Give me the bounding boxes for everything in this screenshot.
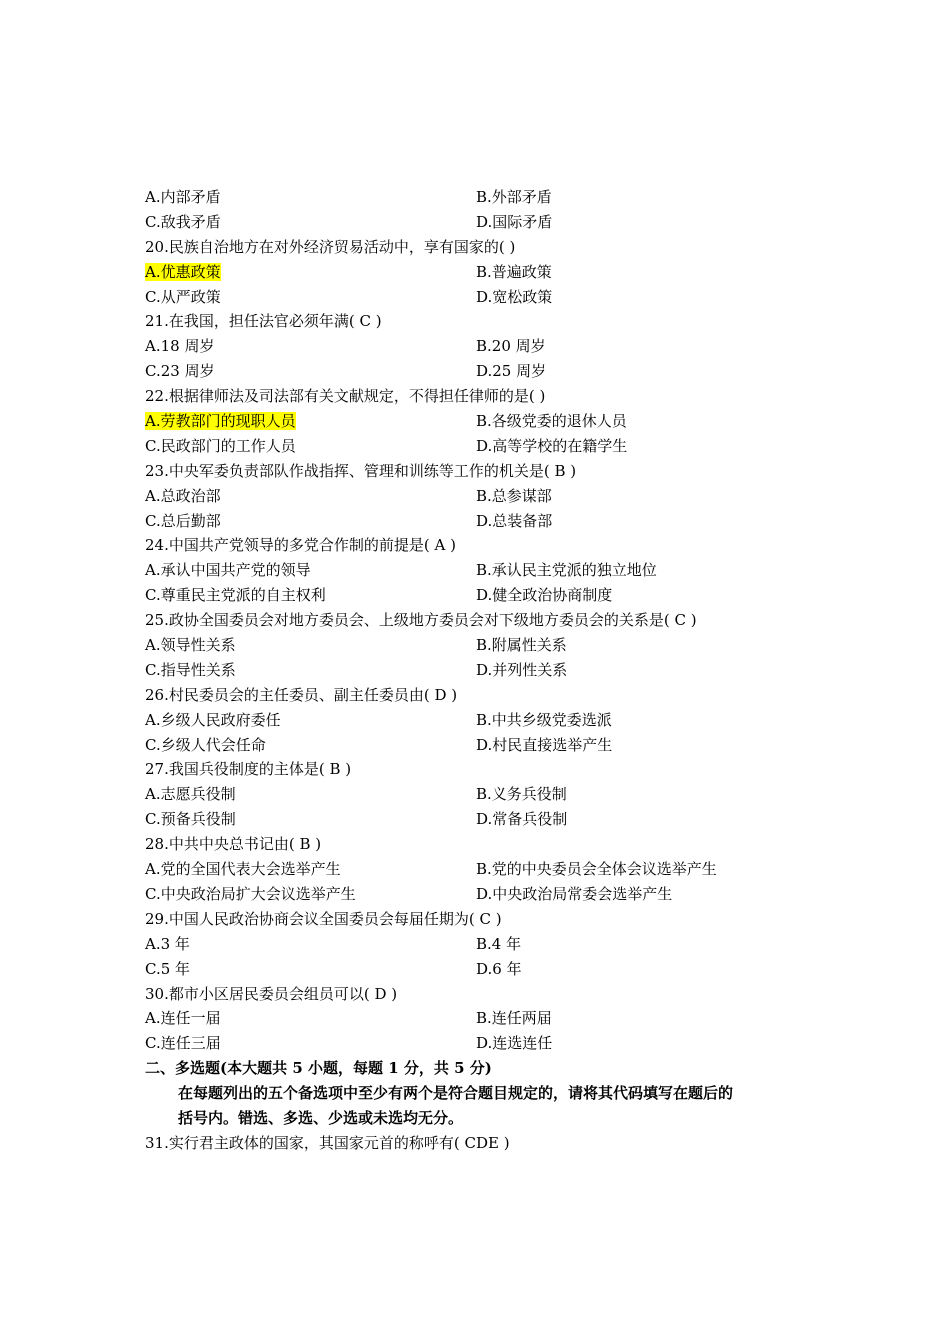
option-right — [476, 882, 845, 907]
question-stem: 30.都市小区居民委员会组员可以( D ) — [145, 984, 398, 1003]
option-text: A.志愿兵役制 — [145, 785, 236, 804]
option-row — [145, 260, 845, 285]
option-left — [145, 1031, 476, 1056]
option-text: C.5 年 — [145, 959, 191, 978]
option-left — [145, 260, 476, 285]
section-instruction: 括号内。错选、多选、少选或未选均无分。 — [178, 1108, 464, 1127]
option-text: A.领导性关系 — [145, 636, 236, 655]
option-left — [145, 484, 476, 509]
option-text: B.承认民主党派的独立地位 — [476, 561, 657, 580]
option-right — [476, 857, 845, 882]
option-right — [476, 260, 845, 285]
option-text: C.乡级人代会任命 — [145, 735, 266, 754]
option-row — [145, 285, 845, 310]
option-right — [476, 583, 845, 608]
option-row — [145, 210, 845, 235]
option-row — [145, 932, 845, 957]
question-stem: 27.我国兵役制度的主体是( B ) — [145, 760, 352, 779]
option-left — [145, 633, 476, 658]
option-row — [145, 658, 845, 683]
option-left — [145, 558, 476, 583]
option-left — [145, 708, 476, 733]
question-stem: 29.中国人民政治协商会议全国委员会每届任期为( C ) — [145, 909, 502, 928]
option-text: B.4 年 — [476, 934, 522, 953]
option-text: D.村民直接选举产生 — [476, 735, 613, 754]
option-text: A.优惠政策 — [145, 262, 221, 281]
option-text: D.连选连任 — [476, 1034, 553, 1053]
option-text: D.6 年 — [476, 959, 522, 978]
question-stem: 21.在我国，担任法官必须年满( C ) — [145, 312, 382, 331]
option-text: C.尊重民主党派的自主权利 — [145, 586, 326, 605]
option-row — [145, 807, 845, 832]
option-text: B.连任两届 — [476, 1009, 552, 1028]
option-text: D.宽松政策 — [476, 287, 553, 306]
option-text: A.劳教部门的现职人员 — [145, 412, 296, 431]
option-left — [145, 733, 476, 758]
option-right — [476, 733, 845, 758]
option-row — [145, 857, 845, 882]
option-text: B.义务兵役制 — [476, 785, 567, 804]
option-text: B.总参谋部 — [476, 486, 552, 505]
option-row — [145, 334, 845, 359]
question-stem: 31.实行君主政体的国家，其国家元首的称呼有( CDE ) — [145, 1133, 510, 1152]
option-row — [145, 484, 845, 509]
option-right — [476, 484, 845, 509]
option-text: C.敌我矛盾 — [145, 212, 221, 231]
option-text: B.中共乡级党委选派 — [476, 710, 612, 729]
option-text: A.乡级人民政府委任 — [145, 710, 281, 729]
option-text: D.中央政治局常委会选举产生 — [476, 884, 673, 903]
option-left — [145, 359, 476, 384]
option-left — [145, 782, 476, 807]
option-left — [145, 658, 476, 683]
option-right — [476, 434, 845, 459]
option-text: B.各级党委的退休人员 — [476, 412, 627, 431]
option-text: D.健全政治协商制度 — [476, 586, 613, 605]
option-text: C.预备兵役制 — [145, 810, 236, 829]
option-left — [145, 857, 476, 882]
option-text: C.从严政策 — [145, 287, 221, 306]
option-right — [476, 1006, 845, 1031]
option-text: A.党的全国代表大会选举产生 — [145, 860, 341, 879]
option-text: D.国际矛盾 — [476, 212, 553, 231]
option-text: D.并列性关系 — [476, 660, 568, 679]
option-text: B.20 周岁 — [476, 337, 546, 356]
question-stem: 26.村民委员会的主任委员、副主任委员由( D ) — [145, 685, 458, 704]
option-right — [476, 210, 845, 235]
option-right — [476, 334, 845, 359]
option-row — [145, 359, 845, 384]
option-left — [145, 210, 476, 235]
option-text: D.常备兵役制 — [476, 810, 568, 829]
option-text: C.指导性关系 — [145, 660, 236, 679]
section-instruction: 在每题列出的五个备选项中至少有两个是符合题目规定的，请将其代码填写在题后的 — [178, 1084, 734, 1103]
option-text: D.高等学校的在籍学生 — [476, 436, 628, 455]
option-right — [476, 782, 845, 807]
question-stem: 25.政协全国委员会对地方委员会、上级地方委员会对下级地方委员会的关系是( C ) — [145, 611, 697, 630]
section-heading: 二、多选题(本大题共 5 小题，每题 1 分，共 5 分) — [145, 1059, 492, 1078]
option-right — [476, 359, 845, 384]
option-text: D.总装备部 — [476, 511, 553, 530]
option-text: B.附属性关系 — [476, 636, 567, 655]
option-left — [145, 434, 476, 459]
option-left — [145, 185, 476, 210]
question-stem: 24.中国共产党领导的多党合作制的前提是( A ) — [145, 536, 456, 555]
option-text: A.18 周岁 — [145, 337, 215, 356]
option-row — [145, 434, 845, 459]
option-text: A.承认中国共产党的领导 — [145, 561, 311, 580]
option-right — [476, 633, 845, 658]
option-left — [145, 882, 476, 907]
option-row — [145, 882, 845, 907]
option-text: C.总后勤部 — [145, 511, 221, 530]
option-right — [476, 658, 845, 683]
option-row — [145, 957, 845, 982]
question-stem: 20.民族自治地方在对外经济贸易活动中，享有国家的( ) — [145, 237, 516, 256]
option-text: A.3 年 — [145, 934, 190, 953]
option-left — [145, 957, 476, 982]
option-text: C.23 周岁 — [145, 362, 215, 381]
option-row — [145, 185, 845, 210]
option-text: D.25 周岁 — [476, 362, 547, 381]
option-left — [145, 932, 476, 957]
option-left — [145, 509, 476, 534]
question-stem: 28.中共中央总书记由( B ) — [145, 835, 322, 854]
option-text: C.民政部门的工作人员 — [145, 436, 296, 455]
option-left — [145, 409, 476, 434]
option-left — [145, 583, 476, 608]
option-row — [145, 409, 845, 434]
option-text: B.党的中央委员会全体会议选举产生 — [476, 860, 717, 879]
option-text: A.总政治部 — [145, 486, 221, 505]
option-right — [476, 409, 845, 434]
option-right — [476, 185, 845, 210]
option-left — [145, 285, 476, 310]
option-left — [145, 334, 476, 359]
option-text: A.连任一届 — [145, 1009, 221, 1028]
option-text: C.中央政治局扩大会议选举产生 — [145, 884, 356, 903]
option-row — [145, 1006, 845, 1031]
option-right — [476, 807, 845, 832]
question-stem: 22.根据律师法及司法部有关文献规定，不得担任律师的是( ) — [145, 387, 546, 406]
option-right — [476, 708, 845, 733]
option-right — [476, 509, 845, 534]
option-row — [145, 708, 845, 733]
option-row — [145, 782, 845, 807]
question-stem: 23.中央军委负责部队作战指挥、管理和训练等工作的机关是( B ) — [145, 461, 577, 480]
option-right — [476, 932, 845, 957]
option-row — [145, 1031, 845, 1056]
option-text: C.连任三届 — [145, 1034, 221, 1053]
option-text: A.内部矛盾 — [145, 188, 221, 206]
option-right — [476, 1031, 845, 1056]
option-right — [476, 558, 845, 583]
option-row — [145, 733, 845, 758]
option-row — [145, 583, 845, 608]
option-left — [145, 807, 476, 832]
document-page — [145, 185, 845, 1156]
option-row — [145, 558, 845, 583]
option-text: B.外部矛盾 — [476, 188, 552, 206]
option-text: B.普遍政策 — [476, 262, 552, 281]
option-left — [145, 1006, 476, 1031]
option-right — [476, 957, 845, 982]
option-right — [476, 285, 845, 310]
option-row — [145, 509, 845, 534]
option-row — [145, 633, 845, 658]
